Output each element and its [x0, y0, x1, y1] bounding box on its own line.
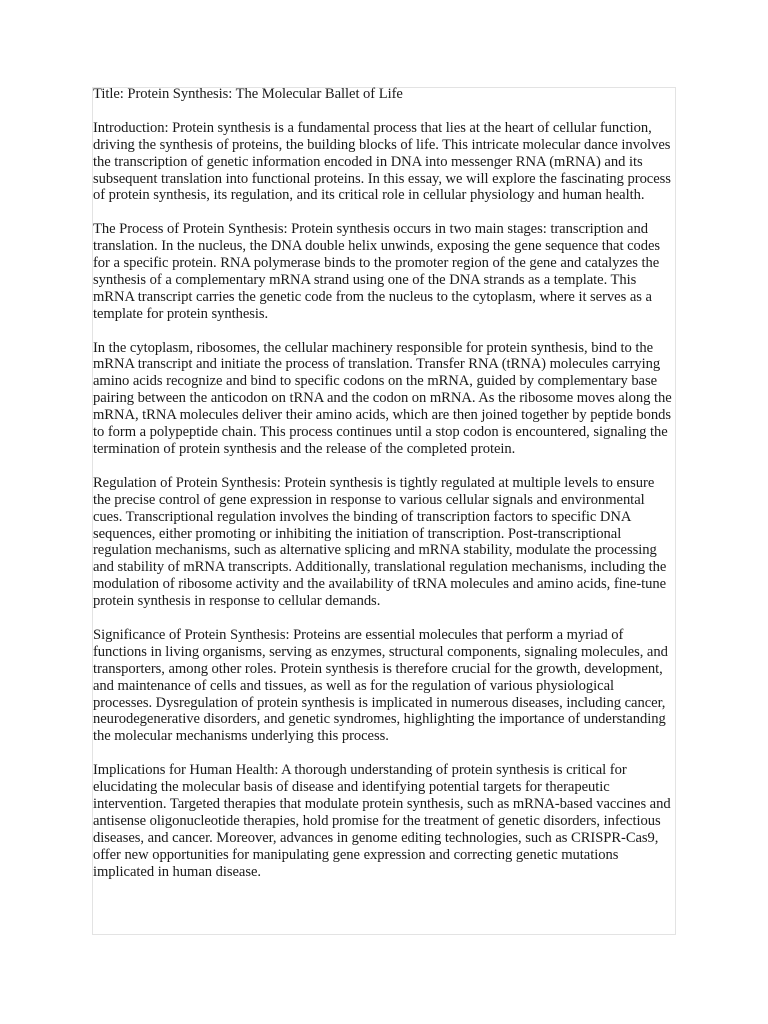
paragraph-implications: Implications for Human Health: A thorough understanding of protein synthesis is critical for elucidating the molecular basis of disease and identifying potential targets for therapeutic intervention. Targeted therapies that modulate protein synthesis, such as mRNA-based vaccines and antisense oligonucleotide therapies, hold promise for the treatment of genetic disorders, infectious diseases, and cancer. Moreover, advances in genome editing technologies, such as CRISPR-Cas9, offer new opportunities for manipulating gene expression and correcting genetic mutations implicated in human disease. — [93, 762, 671, 880]
paragraph-introduction: Introduction: Protein synthesis is a fundamental process that lies at the heart of cellular function, driving the synthesis of proteins, the building blocks of life. This intricate molecular dance involves the transcription of genetic information encoded in DNA into messenger RNA (mRNA) and its subsequent translation into functional proteins. In this essay, we will explore the fascinating process of protein synthesis, its regulation, and its critical role in cellular physiology and human health. — [93, 119, 671, 204]
paragraph-regulation: Regulation of Protein Synthesis: Protein synthesis is tightly regulated at multiple levels to ensure the precise control of gene expression in response to various cellular signals and environmental cues. Transcriptional regulation involves the binding of transcription factors to specific DNA sequences, either promoting or inhibiting the initiation of transcription. Post-transcriptional regulation mechanisms, such as alternative splicing and mRNA stability, modulate the processing and stability of mRNA transcripts. Additionally, translational regulation mechanisms, including the modulation of ribosome activity and the availability of tRNA molecules and amino acids, fine-tune protein synthesis in response to cellular demands. — [93, 474, 667, 610]
paragraph-process: The Process of Protein Synthesis: Protein synthesis occurs in two main stages: transcription and translation. In the nucleus, the DNA double helix unwinds, exposing the gene sequence that codes for a specific protein. RNA polymerase binds to the promoter region of the gene and catalyzes the synthesis of a complementary mRNA strand using one of the DNA strands as a template. This mRNA transcript carries the genetic code from the nucleus to the cytoplasm, where it serves as a template for protein synthesis. — [93, 221, 661, 322]
document-body — [93, 86, 675, 897]
document-title: Title: Protein Synthesis: The Molecular Ballet of Life — [93, 86, 403, 102]
paragraph-translation: In the cytoplasm, ribosomes, the cellular machinery responsible for protein synthesis, bind to the mRNA transcript and initiate the process of translation. Transfer RNA (tRNA) molecules carrying amino acids recognize and bind to specific codons on the mRNA, guided by complementary base pairing between the anticodon on tRNA and the codon on mRNA. As the ribosome moves along the mRNA, tRNA molecules deliver their amino acids, which are then joined together by peptide bonds to form a polypeptide chain. This process continues until a stop codon is encountered, signaling the termination of protein synthesis and the release of the completed protein. — [93, 339, 672, 457]
paragraph-significance: Significance of Protein Synthesis: Proteins are essential molecules that perform a myriad of functions in living organisms, serving as enzymes, structural components, signaling molecules, and transporters, among other roles. Protein synthesis is therefore crucial for the growth, development, and maintenance of cells and tissues, as well as for the regulation of various physiological processes. Dysregulation of protein synthesis is implicated in numerous diseases, including cancer, neurodegenerative disorders, and genetic syndromes, highlighting the importance of understanding the molecular mechanisms underlying this process. — [93, 626, 668, 745]
